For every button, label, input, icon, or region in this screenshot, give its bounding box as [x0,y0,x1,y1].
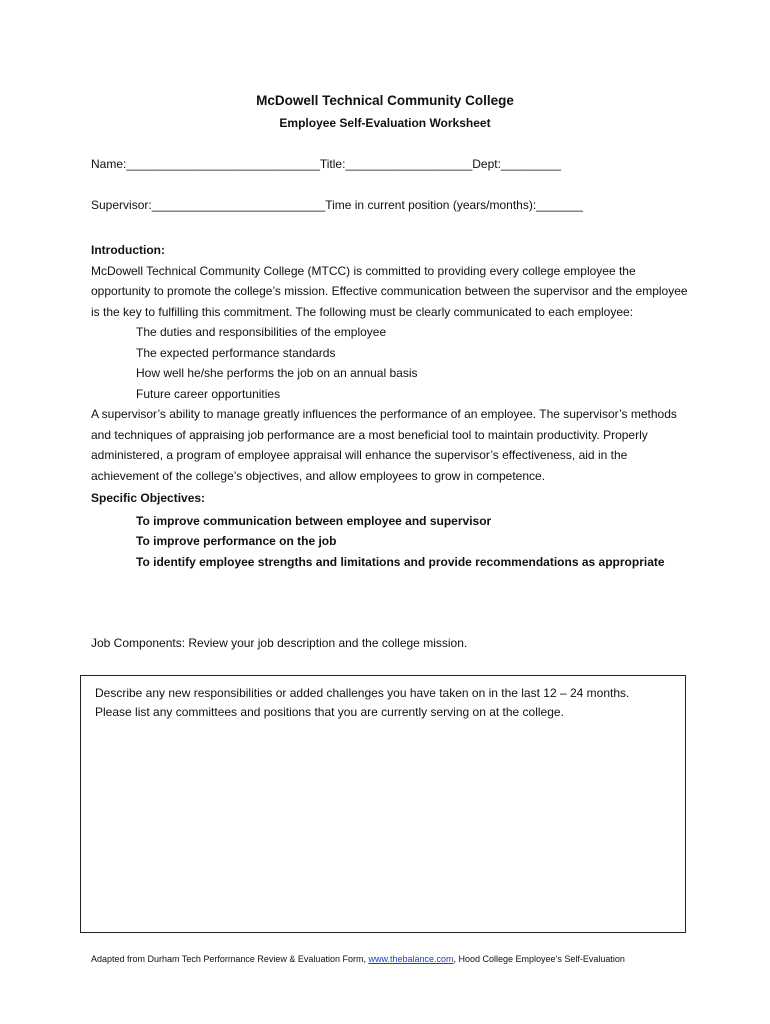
supervisor-time-line[interactable]: Supervisor:__________________________Time in current position (years/months):_______ [91,198,583,212]
objectives-heading: Specific Objectives: [91,491,206,505]
list-item: The expected performance standards [136,345,336,360]
objective-item: To improve communication between employee and supervisor [136,513,492,528]
introduction-paragraph-1: McDowell Technical Community College (MTCC) is committed to providing every college employee the opportunity to promote the college’s mission. Effective communication between the supervisor and the employee is the key to fulfilling this commitment. The following must be clearly communicated to each employee: [91,263,688,319]
document-subtitle: Employee Self-Evaluation Worksheet [279,116,491,130]
document-title: McDowell Technical Community College [256,93,514,108]
footer-note [91,954,625,964]
job-components-text: Job Components: Review your job description and the college mission. [91,636,468,650]
responsibilities-prompt: Describe any new responsibilities or added challenges you have taken on in the last 12 – 24 months. Please list any committees and positions that you are currently serving on at the college. [95,686,630,719]
introduction-paragraph-2: A supervisor’s ability to manage greatly influences the performance of an employee. The supervisor’s methods and techniques of appraising job performance are a most beneficial tool to maintain productivity. Properly administered, a program of employee appraisal will enhance the supervisor’s effectiveness, aid in the achievement of the college’s objectives, and allow employees to grow in competence. [91,407,677,483]
introduction-heading: Introduction: [91,243,165,257]
introduction-section [91,240,691,572]
name-title-dept-line[interactable]: Name:_____________________________Title:___________________Dept:_________ [91,157,561,171]
objective-item: To improve performance on the job [136,534,337,548]
list-item: Future career opportunities [136,386,281,401]
footer-prefix: Adapted from Durham Tech Performance Review & Evaluation Form, [91,954,369,964]
footer-suffix: , Hood College Employee’s Self-Evaluation [453,954,625,964]
list-item: How well he/she performs the job on an annual basis [136,366,418,380]
responsibilities-response-box[interactable] [80,675,686,933]
list-item: The duties and responsibilities of the employee [136,325,387,339]
objective-item: To identify employee strengths and limitations and provide recommendations as appropriate [136,554,665,569]
footer-link[interactable]: www.thebalance.com [368,954,454,964]
